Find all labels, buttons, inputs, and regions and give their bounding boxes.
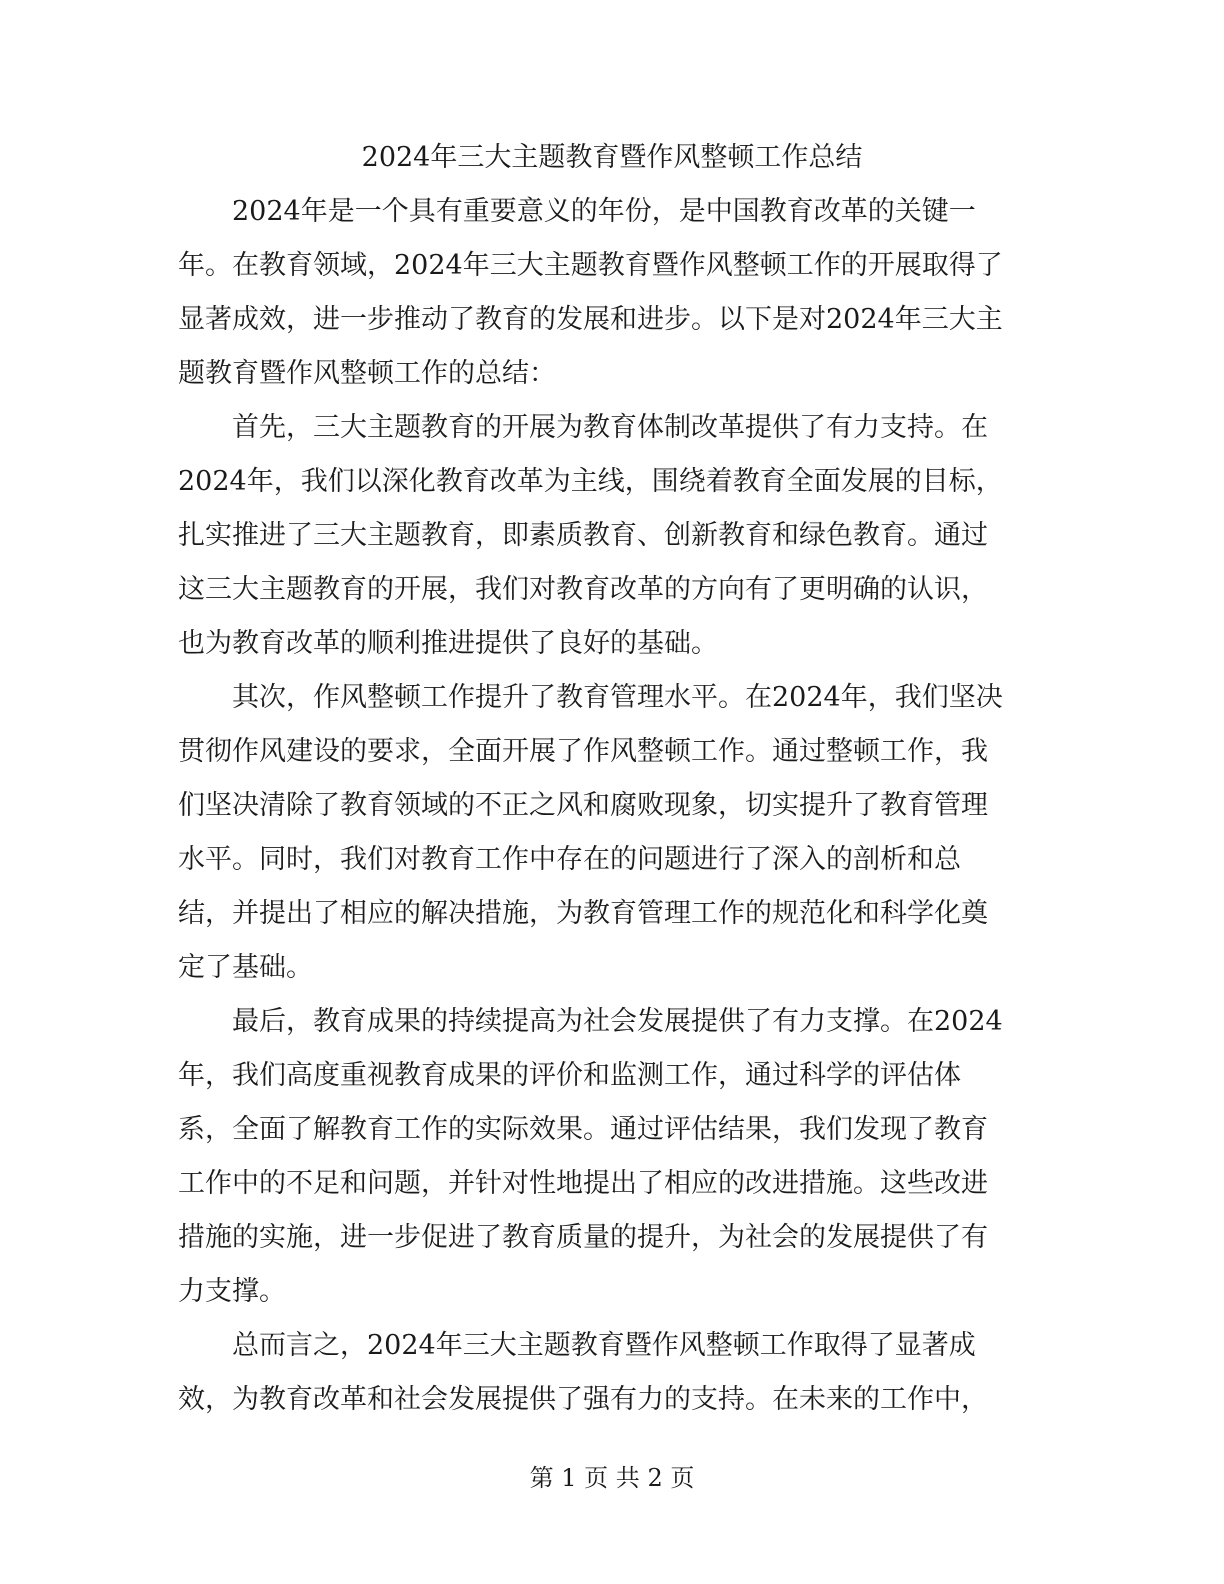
body-line: 年，我们高度重视教育成果的评价和监测工作，通过科学的评估体 [178,1060,961,1091]
body-line: 年。在教育领域，2024年三大主题教育暨作风整顿工作的开展取得了 [178,250,1003,281]
body-line: 其次，作风整顿工作提升了教育管理水平。在2024年，我们坚决 [178,682,1003,713]
body-line: 系，全面了解教育工作的实际效果。通过评估结果，我们发现了教育 [178,1114,988,1145]
body-line: 贯彻作风建设的要求，全面开展了作风整顿工作。通过整顿工作，我 [178,736,988,767]
body-line: 首先，三大主题教育的开展为教育体制改革提供了有力支持。在 [178,412,988,443]
body-line: 显著成效，进一步推动了教育的发展和进步。以下是对2024年三大主 [178,304,1003,335]
body-line: 2024年，我们以深化教育改革为主线，围绕着教育全面发展的目标， [178,466,1003,497]
body-line: 总而言之，2024年三大主题教育暨作风整顿工作取得了显著成 [178,1330,976,1361]
document-title: 2024年三大主题教育暨作风整顿工作总结 [361,142,863,173]
body-line: 工作中的不足和问题，并针对性地提出了相应的改进措施。这些改进 [178,1168,988,1199]
body-line: 2024年是一个具有重要意义的年份，是中国教育改革的关键一 [178,196,976,227]
body-line: 扎实推进了三大主题教育，即素质教育、创新教育和绿色教育。通过 [178,520,988,551]
body-line: 结，并提出了相应的解决措施，为教育管理工作的规范化和科学化奠 [178,898,988,929]
body-line: 也为教育改革的顺利推进提供了良好的基础。 [178,628,718,659]
body-line: 措施的实施，进一步促进了教育质量的提升，为社会的发展提供了有 [178,1222,988,1253]
page-number-footer: 第 1 页 共 2 页 [529,1464,695,1492]
body-line: 们坚决清除了教育领域的不正之风和腐败现象，切实提升了教育管理 [178,790,988,821]
body-line: 最后，教育成果的持续提高为社会发展提供了有力支撑。在2024 [178,1006,1003,1037]
body-line: 力支撑。 [178,1276,286,1307]
body-line: 效，为教育改革和社会发展提供了强有力的支持。在未来的工作中， [178,1384,988,1415]
body-line: 题教育暨作风整顿工作的总结： [178,358,556,389]
body-line: 这三大主题教育的开展，我们对教育改革的方向有了更明确的认识， [178,574,988,605]
body-line: 定了基础。 [178,952,313,983]
body-line: 水平。同时，我们对教育工作中存在的问题进行了深入的剖析和总 [178,844,961,875]
